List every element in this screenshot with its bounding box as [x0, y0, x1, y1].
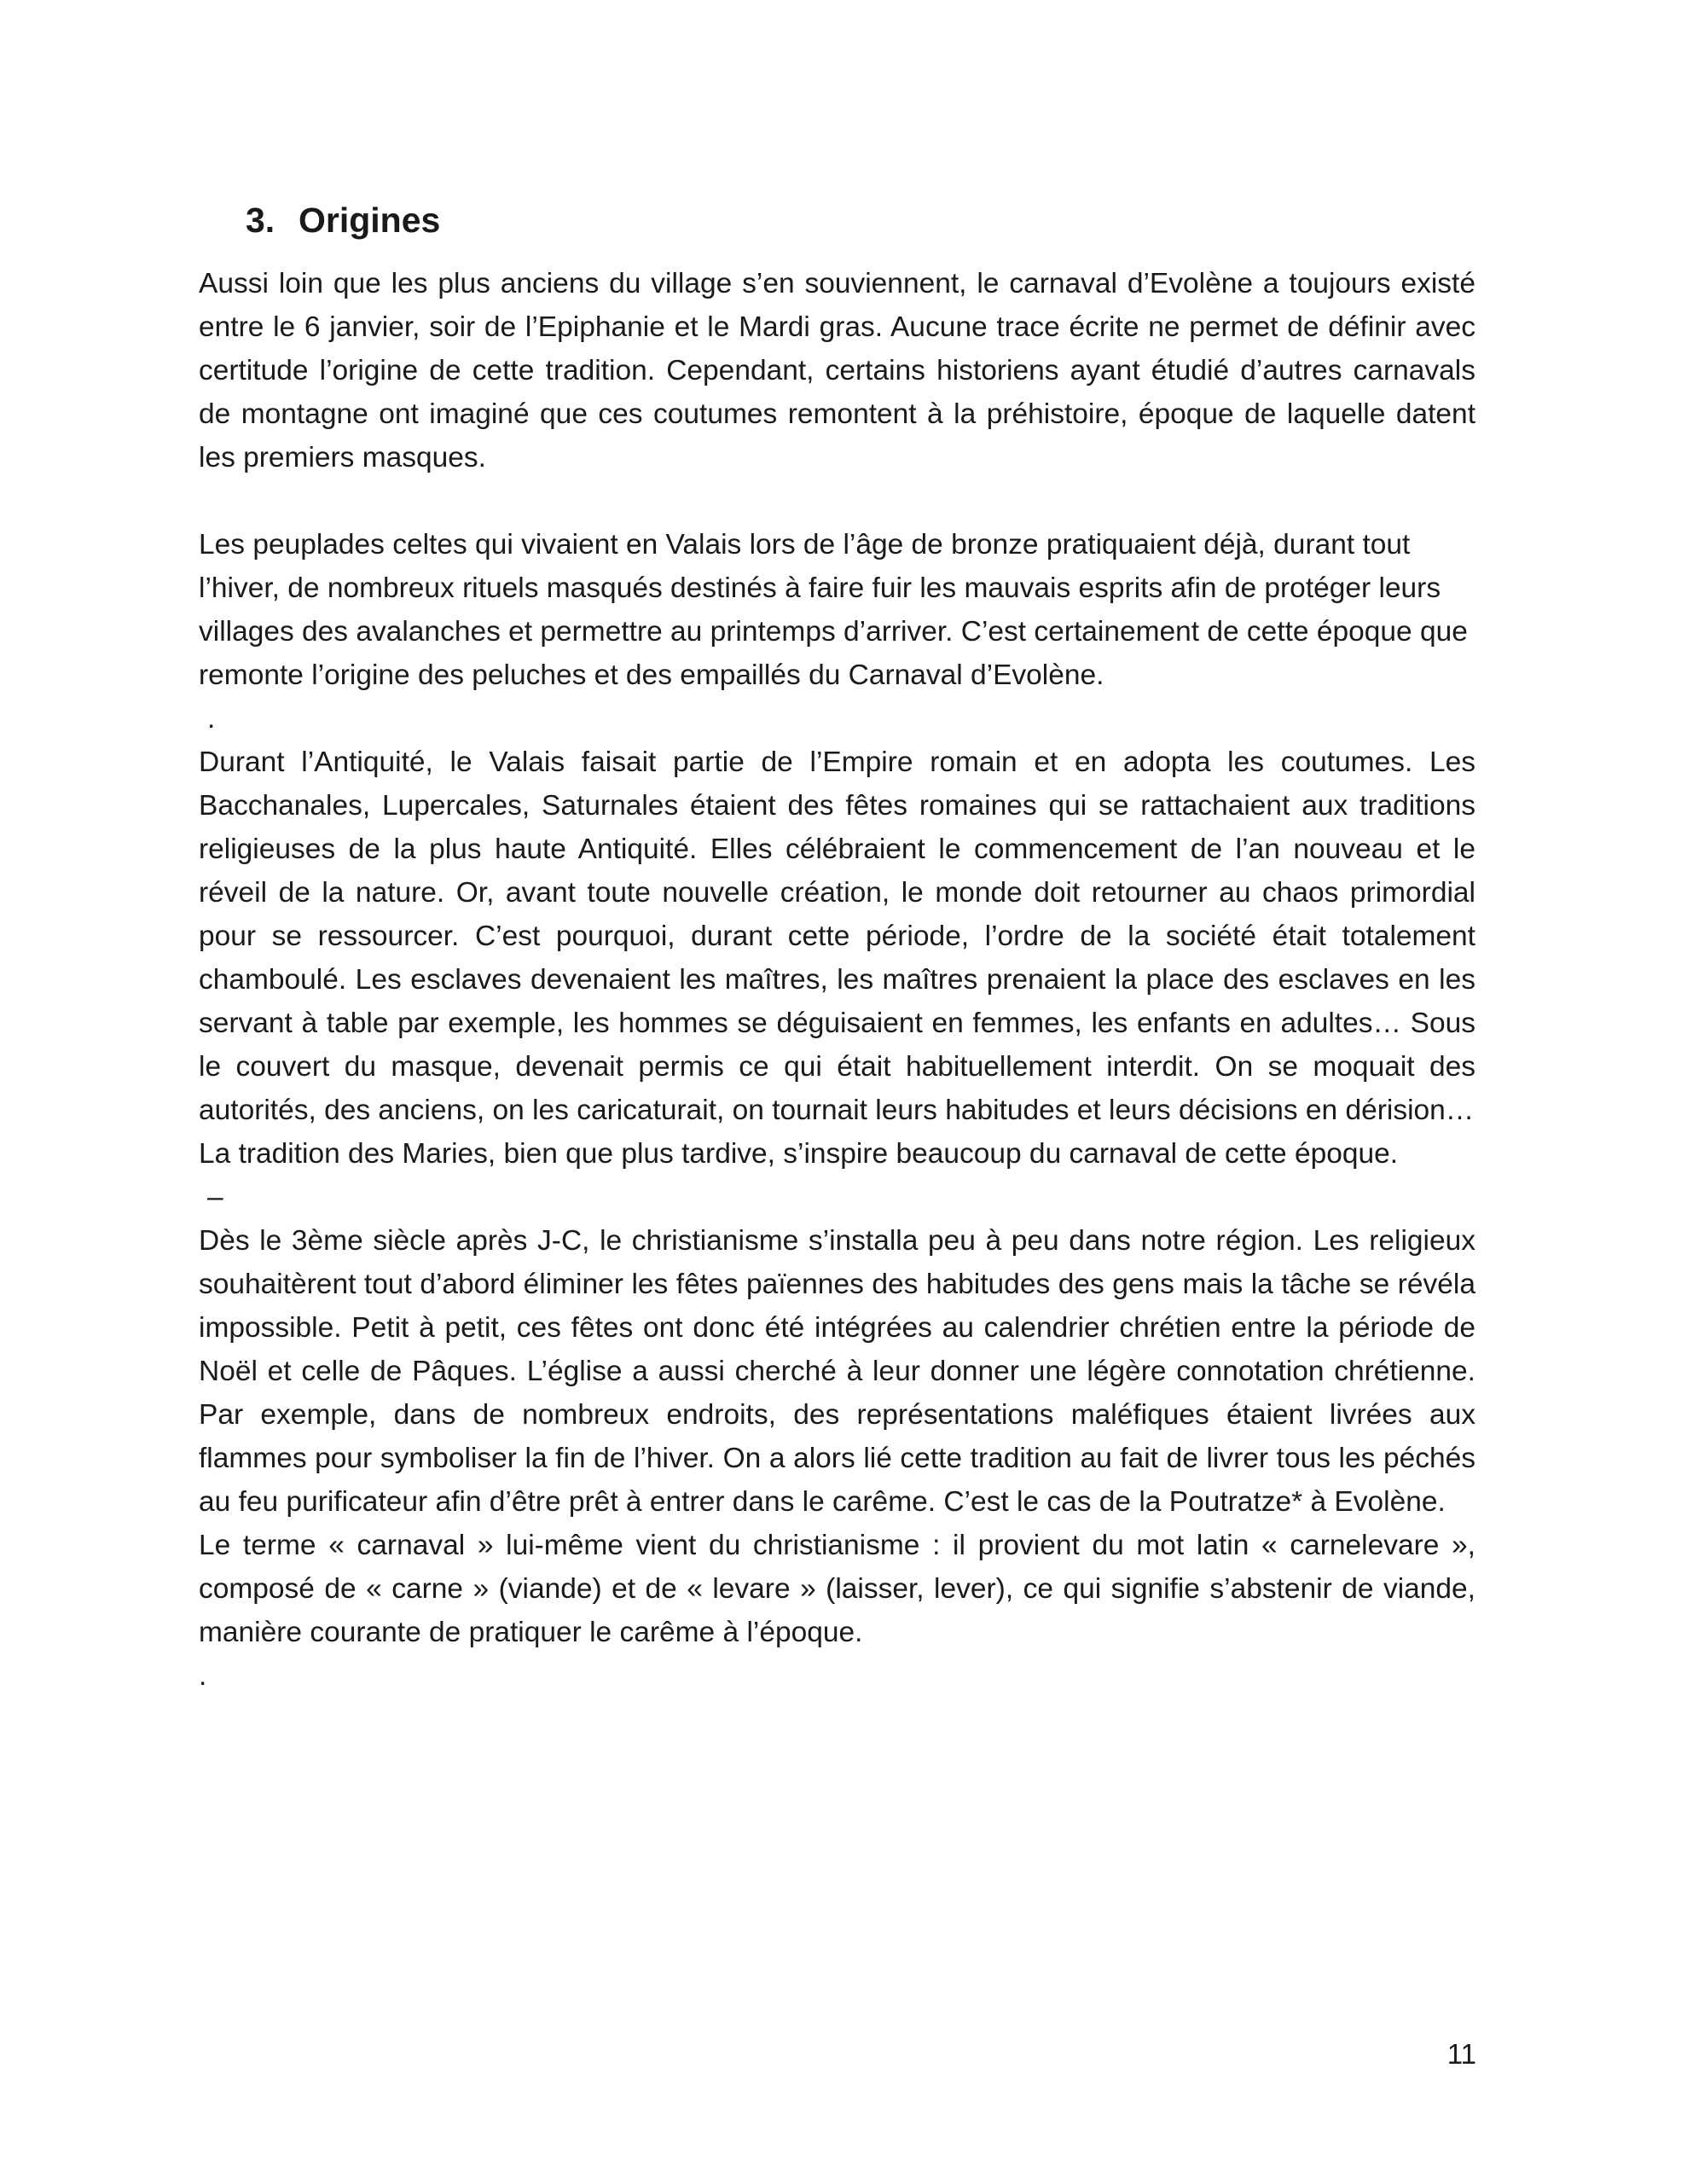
paragraph-celtes: Les peuplades celtes qui vivaient en Valais lors de l’âge de bronze pratiquaient déjà, durant tout l’hiver, de nombreux rituels masqués destinés à faire fuir les mauvais esprits afin de protéger leurs villages des avalanches et permettre au printemps d’arriver. C’est certainement de cette époque que remonte l’origine des peluches et des empaillés du Carnaval d’Evolène.: [199, 529, 1468, 691]
section-heading: [246, 195, 440, 246]
section-number: 3.: [246, 200, 275, 240]
paragraph-christianisme: Dès le 3ème siècle après J-C, le christianisme s’installa peu à peu dans notre région. Les religieux souhaitèrent tout d’abord éliminer les fêtes païennes des habitudes des gens mais la tâche se révéla impossible. Petit à petit, ces fêtes ont donc été intégrées au calendrier chrétien entre la période de Noël et celle de Pâques. L’église a aussi cherché à leur donner une légère connotation chrétienne. Par exemple, dans de nombreux endroits, des représentations maléfiques étaient livrées aux flammes pour symboliser la fin de l’hiver. On a alors lié cette tradition au fait de livrer tous les péchés au feu purificateur afin d’être prêt à entrer dans le carême. C’est le cas de la Poutratze* à Evolène.: [199, 1225, 1475, 1518]
paragraph-intro: Aussi loin que les plus anciens du village s’en souviennent, le carnaval d’Evolène a toujours existé entre le 6 janvier, soir de l’Epiphanie et le Mardi gras. Aucune trace écrite ne permet de définir avec certitude l’origine de cette tradition. Cependant, certains historiens ayant étudié d’autres carnavals de montagne ont imaginé que ces coutumes remontent à la préhistoire, époque de laquelle datent les premiers masques.: [199, 268, 1475, 473]
paragraph-carnaval-term: Le terme « carnaval » lui-même vient du christianisme : il provient du mot latin « carnelevare », composé de « carne » (viande) et de « levare » (laisser, lever), ce qui signifie s’abstenir de viande, manière courante de pratiquer le carême à l’époque.: [199, 1530, 1475, 1648]
section-title: Origines: [299, 200, 441, 240]
body-text: [199, 262, 1475, 1698]
separator-dot-end: .: [199, 1660, 207, 1692]
paragraph-maries: La tradition des Maries, bien que plus tardive, s’inspire beaucoup du carnaval de cette époque.: [199, 1138, 1399, 1170]
page-number: 11: [1446, 2038, 1476, 2070]
separator-dash: –: [207, 1182, 223, 1213]
paragraph-antiquite: Durant l’Antiquité, le Valais faisait partie de l’Empire romain et en adopta les coutumes. Les Bacchanales, Lupercales, Saturnales étaient des fêtes romaines qui se rattachaient aux traditions religieuses de la plus haute Antiquité. Elles célébraient le commencement de l’an nouveau et le réveil de la nature. Or, avant toute nouvelle création, le monde doit retourner au chaos primordial pour se ressourcer. C’est pourquoi, durant cette période, l’ordre de la société était totalement chamboulé. Les esclaves devenaient les maîtres, les maîtres prenaient la place des esclaves en les servant à table par exemple, les hommes se déguisaient en femmes, les enfants en adultes… Sous le couvert du masque, devenait permis ce qui était habituellement interdit. On se moquait des autorités, des anciens, on les caricaturait, on tournait leurs habitudes et leurs décisions en dérision…: [199, 746, 1475, 1126]
paragraph-spacer: [199, 479, 1475, 523]
separator-dot: .: [207, 703, 216, 735]
